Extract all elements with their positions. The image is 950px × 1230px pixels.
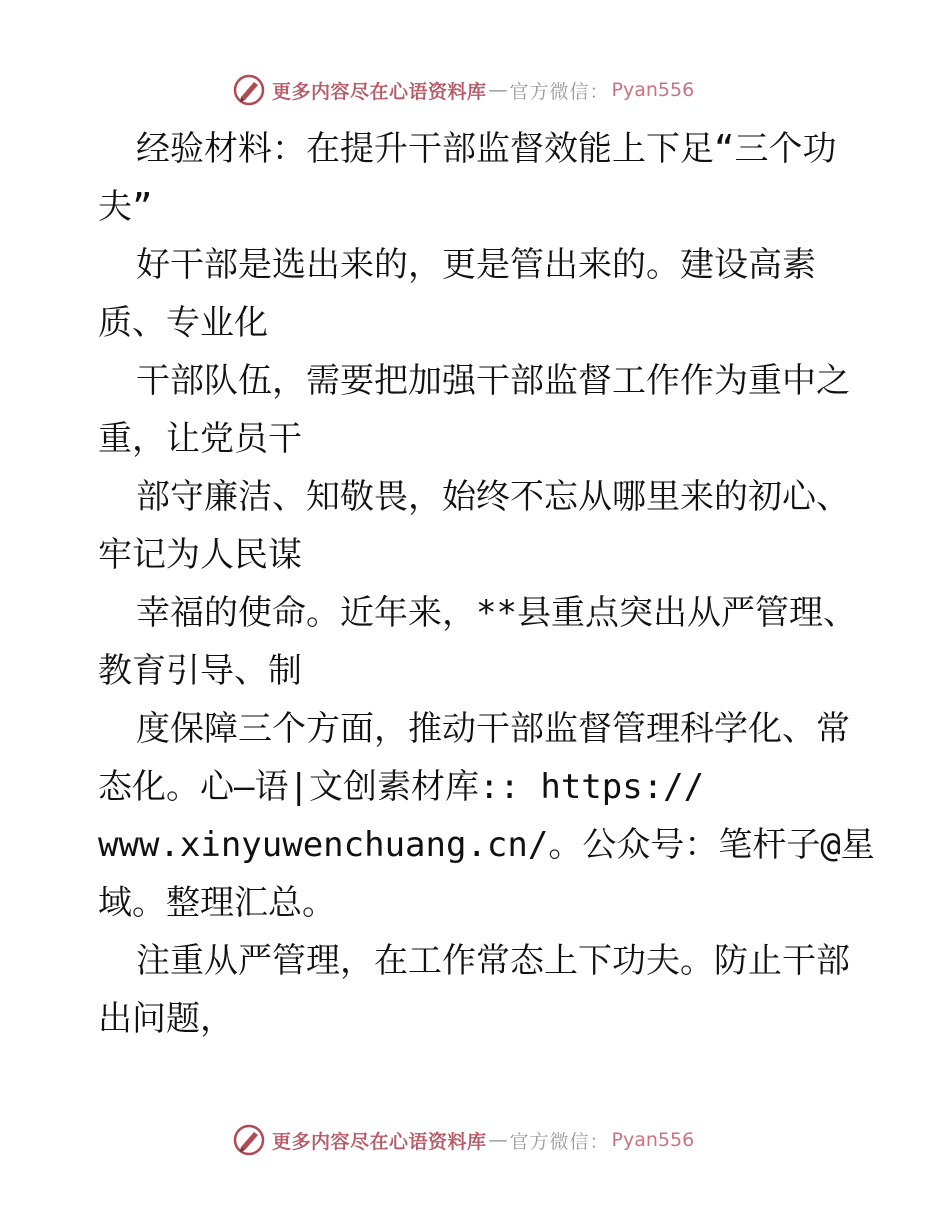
- header-wechat-id: Pyan556: [611, 79, 695, 101]
- body-line: 态化。心—语|文创素材库:: https://: [98, 767, 705, 807]
- footer-wechat-label: 官方微信：: [509, 1130, 610, 1153]
- body-line: 出问题，: [98, 999, 234, 1039]
- body-text: [98, 120, 875, 1048]
- body-line: www.xinyuwenchuang.cn/。公众号：笔杆子@星: [98, 825, 875, 865]
- body-line: 域。整理汇总。: [98, 883, 336, 923]
- header-brand-text: 更多内容尽在心语资料库: [272, 80, 487, 103]
- body-line: 质、专业化: [98, 303, 268, 343]
- pen-logo-icon: [232, 73, 266, 107]
- body-line: 重，让党员干: [98, 419, 302, 459]
- header-wechat-label: 官方微信：: [509, 80, 610, 103]
- footer-wechat-id: Pyan556: [611, 1129, 695, 1151]
- body-line: 好干部是选出来的，更是管出来的。建设高素: [136, 245, 816, 285]
- body-line: 度保障三个方面，推动干部监督管理科学化、常: [136, 709, 850, 749]
- body-line: 注重从严管理，在工作常态上下功夫。防止干部: [136, 941, 850, 981]
- footer-banner: [232, 1122, 694, 1158]
- body-line: 教育引导、制: [98, 651, 302, 691]
- footer-dash: —: [488, 1129, 508, 1151]
- body-line: 夫”: [98, 187, 153, 227]
- footer-brand-text: 更多内容尽在心语资料库: [272, 1130, 487, 1153]
- body-line: 幸福的使命。近年来，**县重点突出从严管理、: [136, 593, 857, 633]
- body-line: 经验材料：在提升干部监督效能上下足“三个功: [136, 129, 837, 169]
- header-dash: —: [488, 79, 508, 101]
- body-line: 干部队伍，需要把加强干部监督工作作为重中之: [136, 361, 850, 401]
- body-line: 牢记为人民谋: [98, 535, 302, 575]
- body-line: 部守廉洁、知敬畏，始终不忘从哪里来的初心、: [136, 477, 850, 517]
- header-banner: [232, 72, 694, 108]
- pen-logo-icon: [232, 1123, 266, 1157]
